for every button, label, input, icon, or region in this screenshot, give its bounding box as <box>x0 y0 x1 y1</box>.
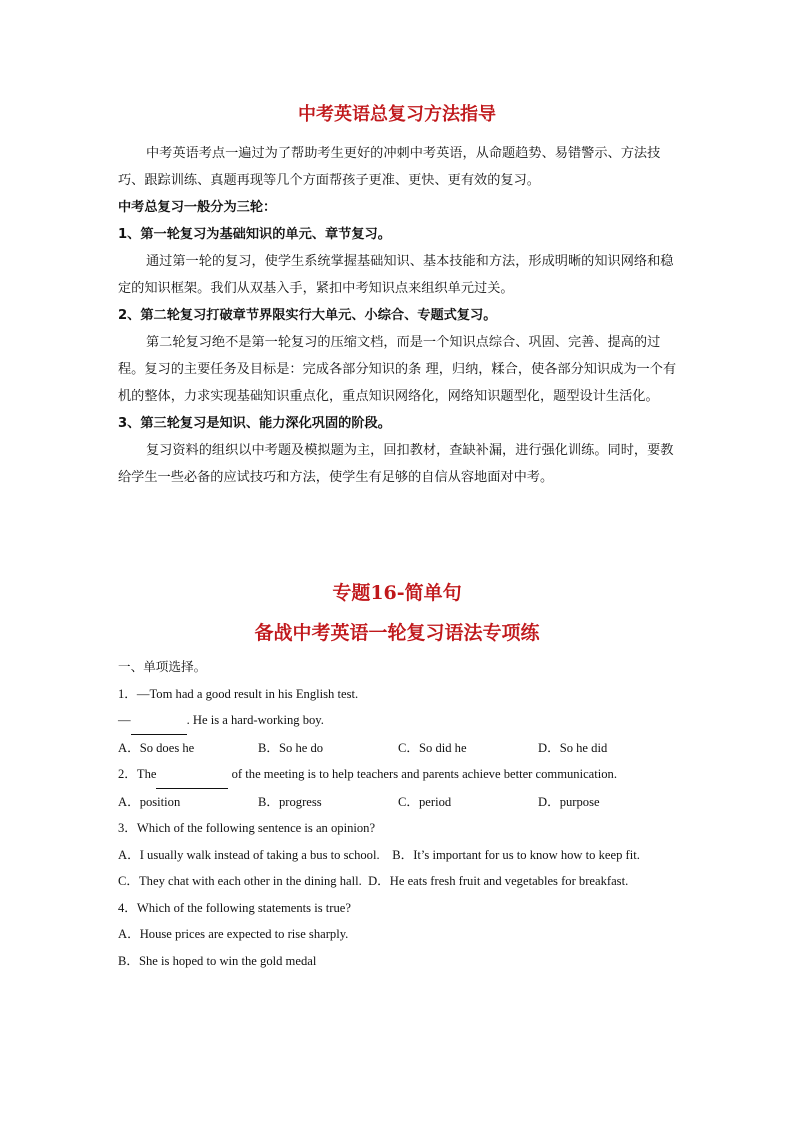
question-2-stem: 2．The of the meeting is to help teachers and parents achieve better communication. <box>118 761 688 789</box>
round3-body: 复习资料的组织以中考题及模拟题为主，回扣教材，查缺补漏，进行强化训练。同时，要教给学生一些必备的应试技巧和方法，使学生有足够的自信从容地面对中考。 <box>118 443 674 485</box>
option-a: A．House prices are expected to rise sharply. <box>118 927 349 941</box>
question-3-stem: 3．Which of the following sentence is an opinion? <box>118 821 376 835</box>
question-4-stem: 4．Which of the following statements is true? <box>118 900 351 915</box>
option-b: B．progress <box>258 794 322 809</box>
question-3-options-ab <box>118 842 688 869</box>
option-d: D．So he did <box>538 740 608 755</box>
topic-title: 专题16-简单句 <box>332 582 462 604</box>
option-c: C．They chat with each other in the dining hall. <box>118 874 362 888</box>
question-1-line2: — . He is a hard-working boy. <box>118 707 688 735</box>
option-d: D．He eats fresh fruit and vegetables for breakfast. <box>368 874 629 888</box>
guide-body <box>118 140 678 491</box>
question-1-options <box>118 735 688 762</box>
section-heading: 一、单项选择。 <box>118 659 207 674</box>
question-3-options-cd <box>118 868 688 895</box>
round1-heading: 1、第一轮复习为基础知识的单元、章节复习。 <box>118 227 391 242</box>
question-2-options <box>118 789 688 816</box>
option-d: D．purpose <box>538 794 600 809</box>
option-c: C．So did he <box>398 740 467 755</box>
option-b: B．It’s important for us to know how to keep fit. <box>392 847 640 862</box>
answer-blank <box>156 761 228 789</box>
answer-blank <box>131 707 187 735</box>
option-b: B．She is hoped to win the gold medal <box>118 953 317 968</box>
option-a: A．I usually walk instead of taking a bus to school. <box>118 847 380 862</box>
option-b: B．So he do <box>258 740 324 755</box>
guide-title: 中考英语总复习方法指导 <box>298 104 496 125</box>
round2-heading: 2、第二轮复习打破章节界限实行大单元、小综合、专题式复习。 <box>118 308 497 323</box>
round2-body: 第二轮复习绝不是第一轮复习的压缩文档，而是一个知识点综合、巩固、完善、提高的过程。复习的主要任务及目标是：完成各部分知识的条 理，归纳，糅合，使各部分知识成为一个有机的整体，力求实现基础知识重点化，重点知识网络化，网络知识题型化，题型设计生活化。 <box>118 335 677 404</box>
rounds-heading: 中考总复习一般分为三轮： <box>118 200 277 215</box>
guide-intro: 中考英语考点一遍过为了帮助考生更好的冲刺中考英语，从命题趋势、易错警示、方法技巧、跟踪训练、真题再现等几个方面帮孩子更准、更快、更有效的复习。 <box>118 146 661 188</box>
option-a: A．So does he <box>118 740 195 755</box>
option-a: A．position <box>118 794 181 809</box>
round3-heading: 3、第三轮复习是知识、能力深化巩固的阶段。 <box>118 416 391 431</box>
round1-body: 通过第一轮的复习，使学生系统掌握基础知识、基本技能和方法，形成明晰的知识网络和稳定的知识框架。我们从双基入手，紧扣中考知识点来组织单元过关。 <box>118 254 674 296</box>
question-list <box>118 654 688 974</box>
option-c: C．period <box>398 794 452 809</box>
question-1-stem: 1．—Tom had a good result in his English test. <box>118 686 359 701</box>
topic-subtitle: 备战中考英语一轮复习语法专项练 <box>254 622 540 644</box>
